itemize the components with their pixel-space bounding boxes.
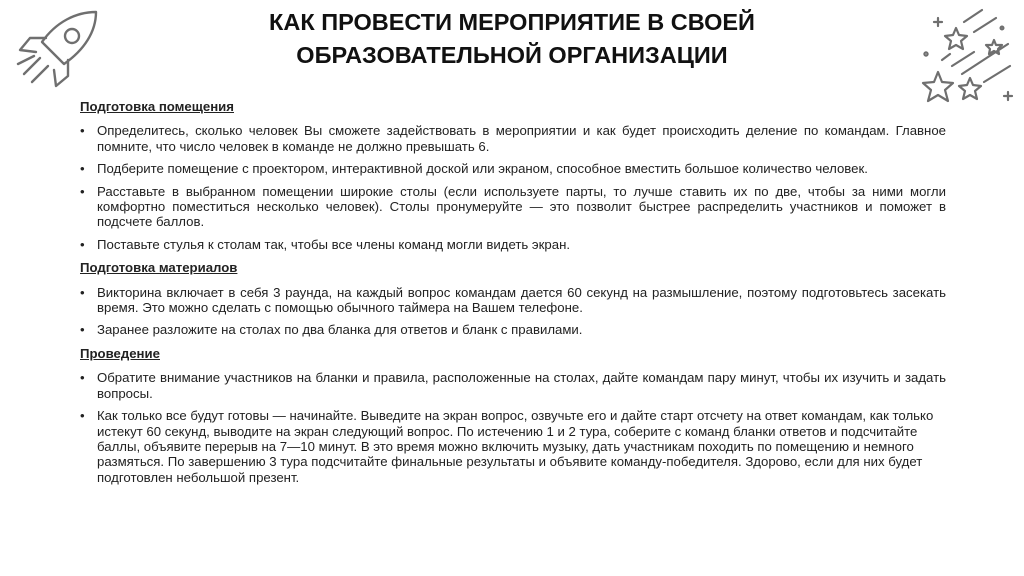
title-line-2: ОБРАЗОВАТЕЛЬНОЙ ОРГАНИЗАЦИИ [296, 42, 728, 68]
list-item [80, 285, 946, 316]
list-item [80, 161, 946, 176]
list-item-text: Поставьте стулья к столам так, чтобы все члены команд могли видеть экран. [97, 236, 571, 252]
bullet-list [80, 123, 946, 252]
list-item-text: Подберите помещение с проектором, интерактивной доской или экраном, способное вместить большое количество человек. [97, 161, 868, 177]
list-item [80, 237, 946, 252]
list-item-text: Определитесь, сколько человек Вы сможете задействовать в мероприятии и как будет происходить деление по командам. Главное помните, что число человек в команде не должно превышать 6. [97, 123, 946, 154]
bullet-dot: • [80, 370, 85, 386]
section-heading: Подготовка помещения [80, 99, 234, 114]
list-item-text: Заранее разложите на столах по два бланка для ответов и бланк с правилами. [97, 322, 583, 338]
bullet-dot: • [80, 123, 85, 139]
list-item [80, 408, 946, 485]
section-conducting [80, 346, 946, 485]
bullet-dot: • [80, 236, 85, 252]
list-item [80, 322, 946, 337]
section-materials-preparation [80, 260, 946, 338]
bullet-dot: • [80, 183, 85, 199]
list-item-text: Обратите внимание участников на бланки и правила, расположенные на столах, дайте командам пару минут, чтобы их изучить и задать вопросы. [97, 370, 946, 401]
section-room-preparation [80, 99, 946, 252]
title-line-1: КАК ПРОВЕСТИ МЕРОПРИЯТИЕ В СВОЕЙ [269, 9, 755, 35]
bullet-dot: • [80, 322, 85, 338]
list-item [80, 123, 946, 154]
shooting-stars-icon [916, 8, 1016, 112]
list-item [80, 370, 946, 401]
bullet-dot: • [80, 284, 85, 300]
bullet-list [80, 285, 946, 338]
section-heading: Проведение [80, 345, 160, 361]
rocket-icon [10, 8, 102, 94]
page-title [190, 6, 834, 72]
bullet-dot: • [80, 161, 85, 177]
content-body [80, 99, 946, 493]
list-item-text: Викторина включает в себя 3 раунда, на каждый вопрос командам дается 60 секунд на размышление, поэтому подготовьтесь засекать время. Это можно сделать с помощью обычного таймера на Вашем телефоне. [97, 284, 946, 316]
list-item-text: Расставьте в выбранном помещении широкие столы (если используете парты, то лучше ставить их по две, чтобы за ними могли комфортно поместиться несколько человек). Столы пронумеруйте — это позволит быстрее распределить участников и поможет в подсчете баллов. [97, 183, 946, 230]
bullet-dot: • [80, 408, 85, 424]
list-item [80, 184, 946, 230]
section-heading: Подготовка материалов [80, 260, 238, 276]
bullet-list [80, 370, 946, 485]
list-item-text: Как только все будут готовы — начинайте. Выведите на экран вопрос, озвучьте его и дайте старт отсчету на ответ командам, как только истекут 60 секунд, выводите на экран следующий вопрос. По истечению 1 и 2 тура, соберите с команд бланки ответов и подсчитайте баллы, объявите перерыв на 7—10 минут. В это время можно включить музыку, дать участникам походить по помещению и немного размяться. По завершению 3 тура подсчитайте финальные результаты и объявите команду-победителя. Здорово, если для них будет подготовлен небольшой презент. [97, 408, 934, 485]
